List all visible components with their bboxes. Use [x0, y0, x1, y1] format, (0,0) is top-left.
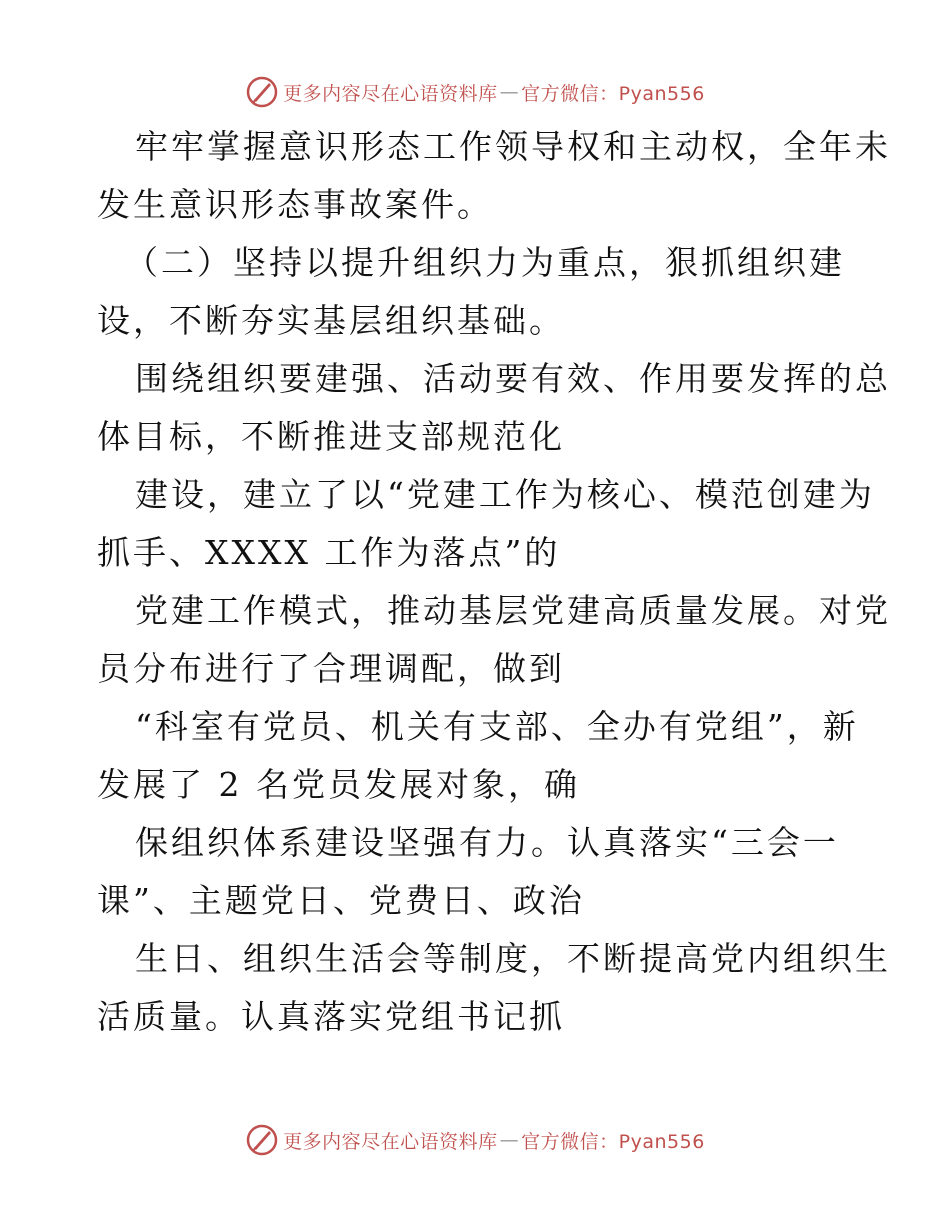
banner-separator: — [499, 1129, 520, 1151]
text-line: 牢牢掌握意识形态工作领导权和主动权，全年未 [135, 127, 891, 166]
text-line: 生日、组织生活会等制度，不断提高党内组织生 [135, 939, 891, 978]
document-body [97, 118, 891, 1046]
text-line: 体目标，不断推进支部规范化 [97, 417, 565, 456]
quill-logo-icon [245, 75, 279, 109]
text-line: 活质量。认真落实党组书记抓 [97, 997, 565, 1036]
text-line: 保组织体系建设坚强有力。认真落实“三会一 [135, 823, 839, 862]
text-line: 党建工作模式，推动基层党建高质量发展。对党 [135, 591, 891, 630]
text-line: “科室有党员、机关有支部、全办有党组”，新 [135, 707, 859, 746]
banner-contact: 官方微信：Pyan556 [521, 1130, 705, 1153]
text-line: 发展了 2 名党员发展对象，确 [97, 765, 580, 804]
text-line: 课”、主题党日、党费日、政治 [97, 881, 585, 920]
text-line: 发生意识形态事故案件。 [97, 185, 493, 224]
banner-brand: 更多内容尽在心语资料库 [283, 82, 498, 105]
banner-brand: 更多内容尽在心语资料库 [283, 1130, 498, 1153]
text-line: 员分布进行了合理调配，做到 [97, 649, 565, 688]
banner-separator: — [499, 81, 520, 103]
text-line: 抓手、XXXX 工作为落点”的 [97, 533, 561, 572]
section-heading-line: （二）坚持以提升组织力为重点，狠抓组织建 [125, 243, 845, 282]
header-watermark [0, 72, 950, 112]
footer-watermark [0, 1120, 950, 1160]
banner-contact: 官方微信：Pyan556 [521, 82, 705, 105]
text-line: 围绕组织要建强、活动要有效、作用要发挥的总 [135, 359, 891, 398]
text-line: 建设，建立了以“党建工作为核心、模范创建为 [135, 475, 875, 514]
quill-logo-icon [245, 1123, 279, 1157]
text-line: 设，不断夯实基层组织基础。 [97, 301, 565, 340]
